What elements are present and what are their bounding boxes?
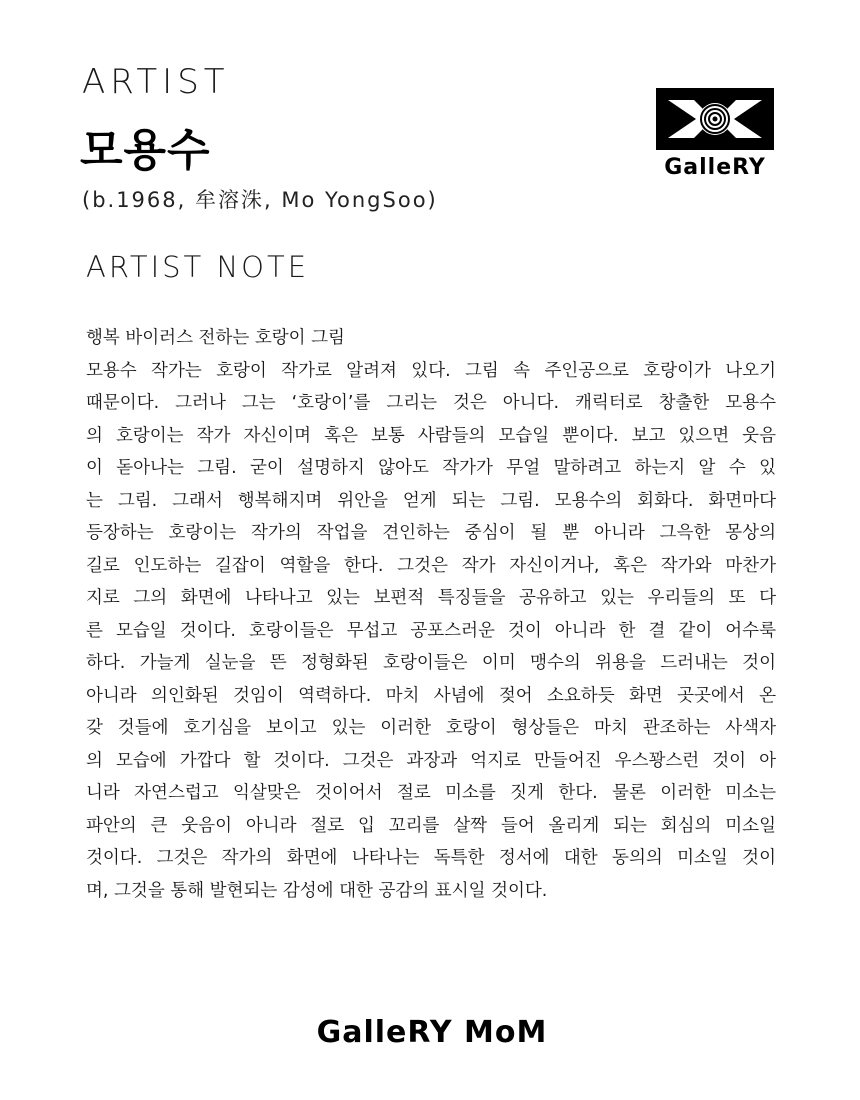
artist-note-heading: ARTIST NOTE	[86, 250, 310, 284]
note-line: 는 그림. 그래서 행복해지며 위안을 얻게 되는 그림. 모용수의 회화다. 화면마다	[86, 490, 776, 511]
note-line: 때문이다. 그러나 그는 ‘호랑이’를 그리는 것은 아니다. 캐릭터로 창출한 모용수	[86, 393, 776, 413]
gallery-logo-icon	[652, 84, 778, 180]
note-line: 것이다. 그것은 작가의 화면에 나타나는 독특한 정서에 대한 동의의 미소일 것이	[86, 848, 776, 868]
note-line: 하다. 가늘게 실눈을 뜬 정형화된 호랑이들은 이미 맹수의 위용을 드러내는 것이	[86, 653, 776, 673]
note-line: 아니라 의인화된 것임이 역력하다. 마치 사념에 젖어 소요하듯 화면 곳곳에서 온	[86, 685, 776, 706]
artist-note-body	[86, 322, 776, 907]
svg-text:GalleRY MoM: GalleRY MoM	[316, 1015, 548, 1050]
note-line: 지로 그의 화면에 나타나고 있는 보편적 특징들을 공유하고 있는 우리들의 또 다	[86, 588, 776, 608]
note-line: 파안의 큰 웃음이 아니라 절로 입 꼬리를 살짝 들어 올리게 되는 회심의 미소일	[86, 815, 776, 836]
note-line: 갖 것들에 호기심을 보이고 있는 이러한 호랑이 형상들은 마치 관조하는 사색자	[86, 718, 776, 738]
note-line: 의 호랑이는 작가 자신이며 혹은 보통 사람들의 모습일 뿐이다. 보고 있으면 웃음	[86, 425, 776, 446]
note-line: 며, 그것을 통해 발현되는 감성에 대한 공감의 표시일 것이다.	[86, 880, 548, 901]
note-line: 등장하는 호랑이는 작가의 작업을 견인하는 중심이 될 뿐 아니라 그윽한 몽상의	[86, 523, 776, 543]
note-line: 른 모습일 것이다. 호랑이들은 무섭고 공포스러운 것이 아니라 한 결 같이 어수룩	[86, 620, 776, 641]
artist-label: ARTIST	[82, 62, 230, 102]
note-line: 의 모습에 가깝다 할 것이다. 그것은 과장과 억지로 만들어진 우스꽝스런 것이 아	[86, 750, 776, 771]
note-line: 이 돋아나는 그림. 굳이 설명하지 않아도 작가가 무얼 말하려고 하는지 알 수 있	[86, 458, 776, 478]
note-line: 모용수 작가는 호랑이 작가로 알려져 있다. 그림 속 주인공으로 호랑이가 나오기	[86, 360, 776, 381]
gallery-mom-logo-icon	[314, 1010, 550, 1050]
note-line: 니라 자연스럽고 익살맞은 것이어서 절로 미소를 짓게 한다. 물론 이러한 미소는	[86, 783, 776, 803]
artist-subtitle: (b.1968, 牟溶洙, Mo YongSoo)	[82, 188, 438, 212]
note-title-line: 행복 바이러스 전하는 호랑이 그림	[86, 328, 345, 348]
svg-text:GalleRY: GalleRY	[664, 155, 766, 180]
artist-name: 모용수	[80, 125, 211, 176]
note-line: 길로 인도하는 길잡이 역할을 한다. 그것은 작가 자신이거나, 혹은 작가와 마찬가	[86, 555, 776, 576]
